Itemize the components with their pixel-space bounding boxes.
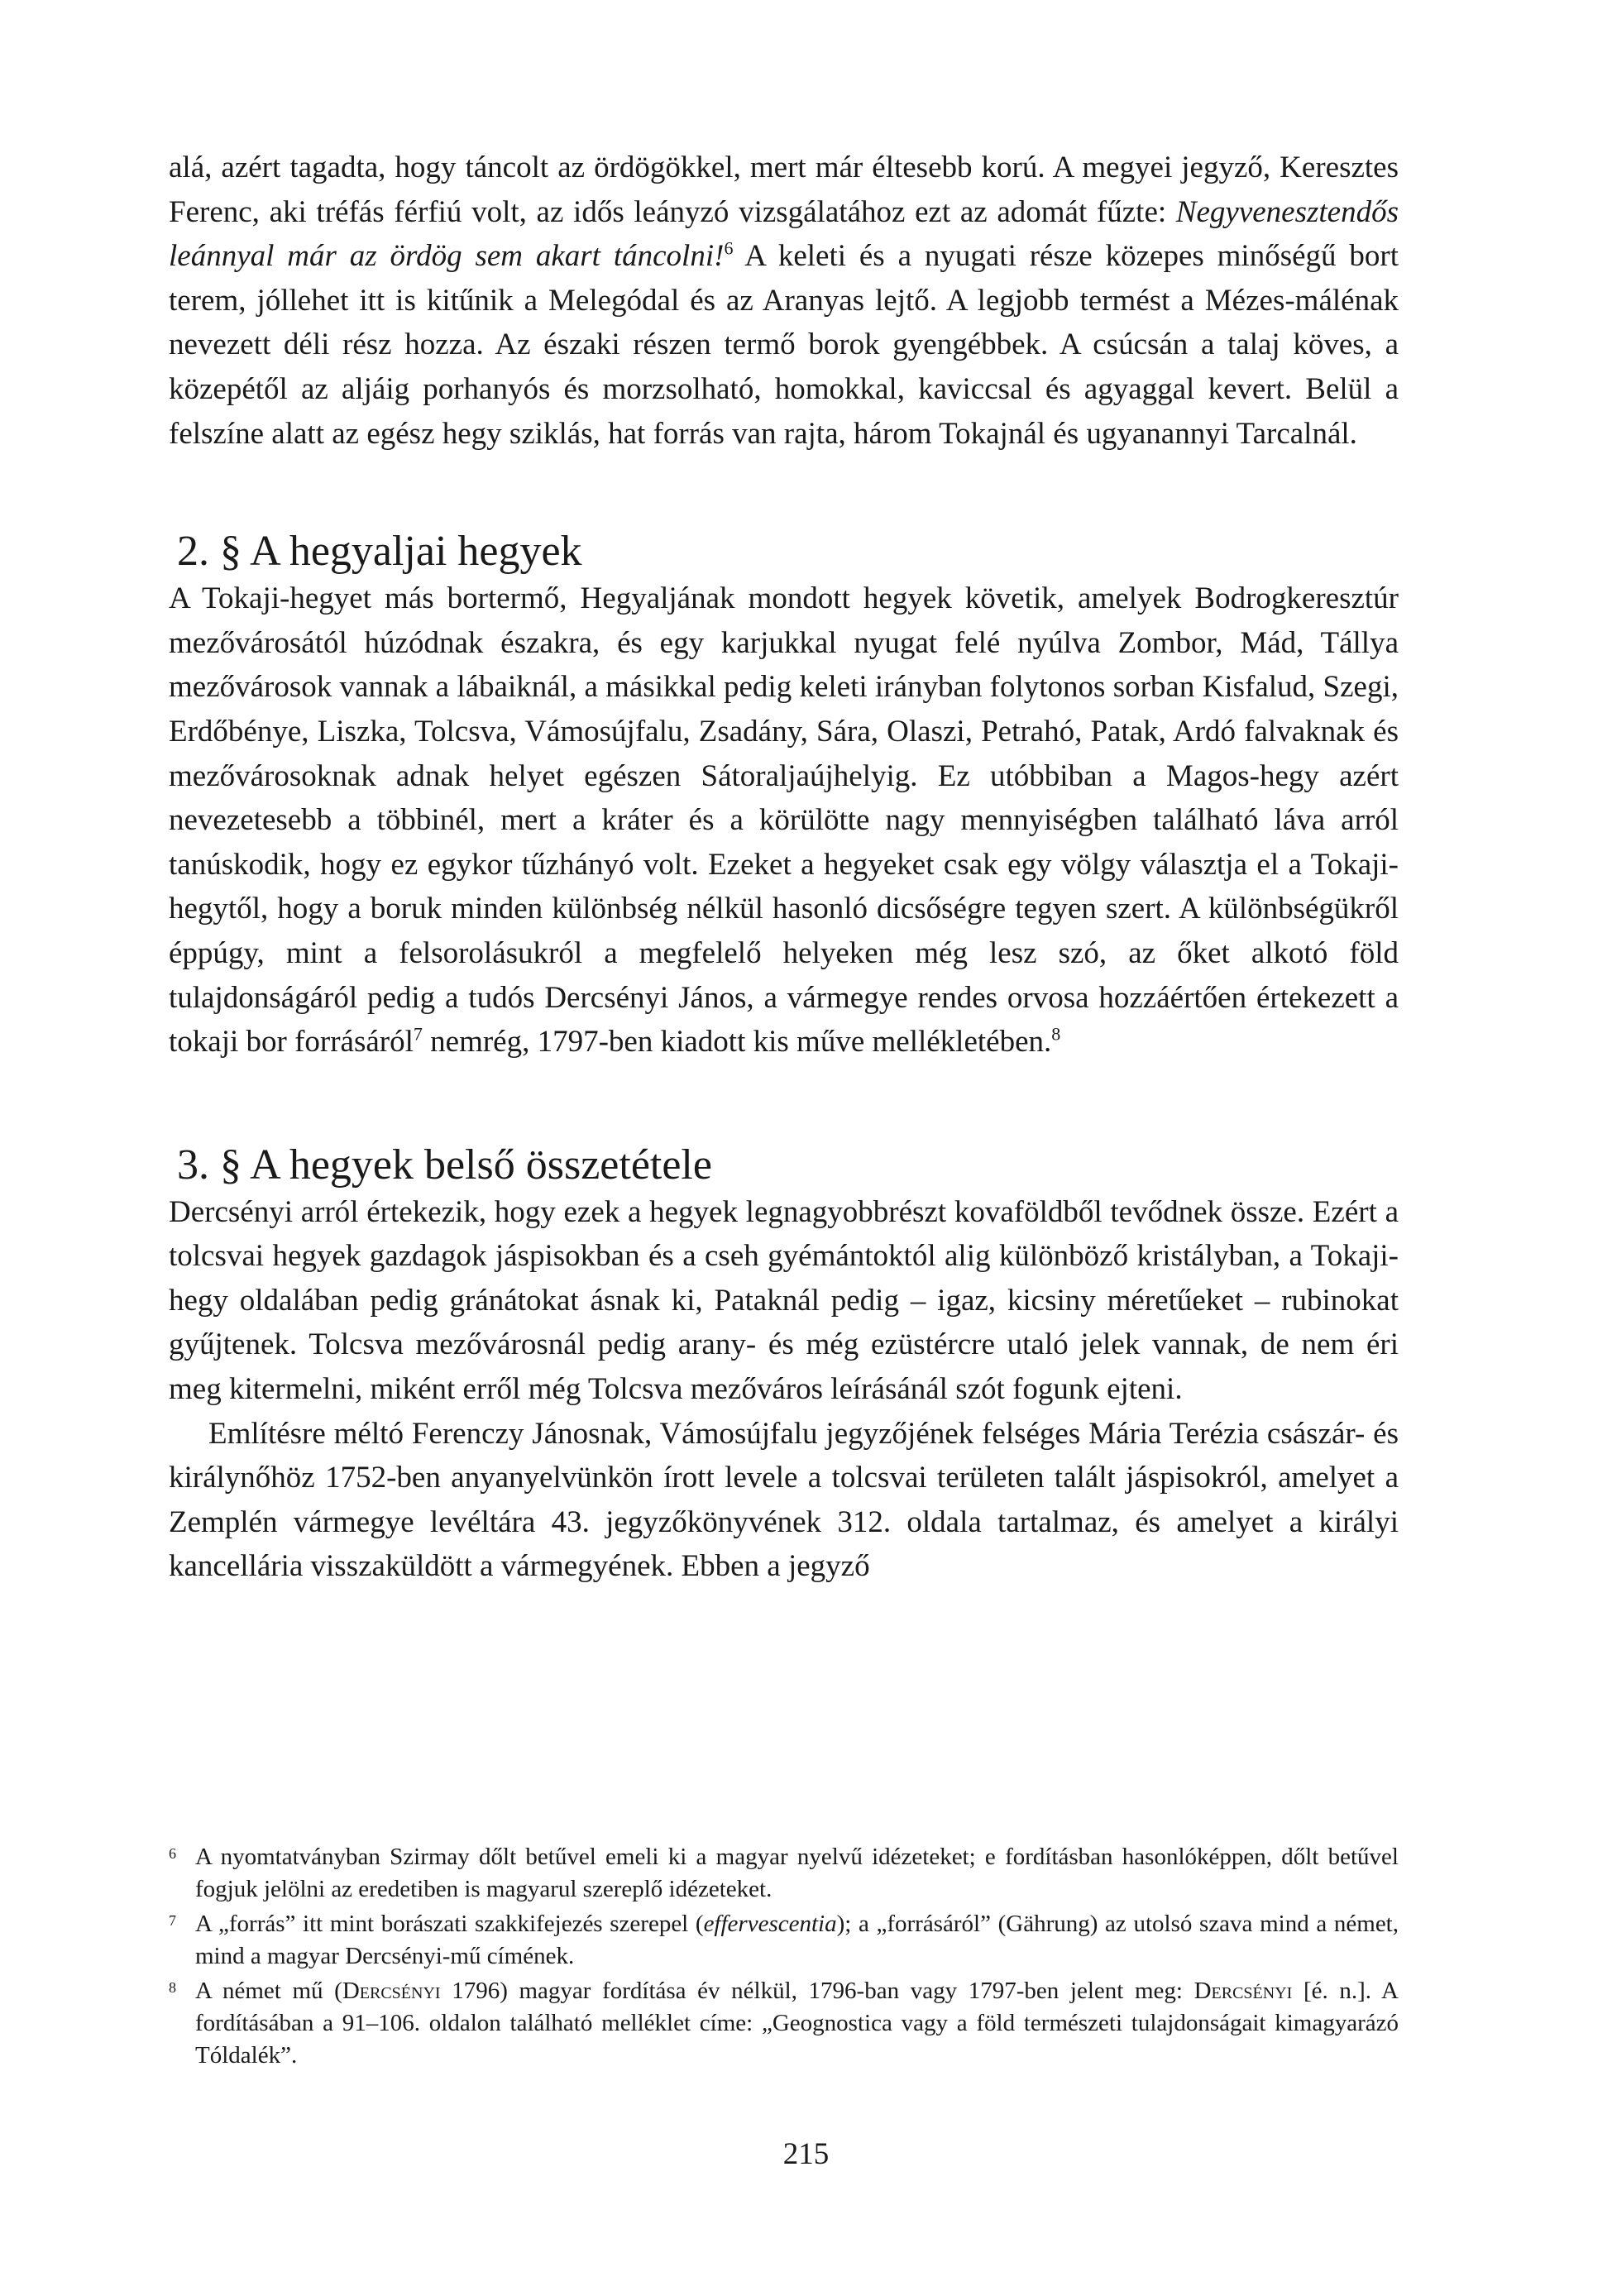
footnote-7-text-a: A „forrás” itt mint borászati szakkifejezés szerepel ( xyxy=(195,1911,704,1937)
footnote-7 xyxy=(169,1908,1399,1973)
intro-paragraph xyxy=(169,146,1399,456)
footnote-6-text: A nyomtatványban Szirmay dőlt betűvel emeli ki a magyar nyelvű idézeteket; e fordításban hasonlóképpen, dőlt betűvel fogjuk jelölni az eredetiben is magyarul szereplő idézeteket. xyxy=(195,1844,1399,1902)
section-2-text-b: nemrég, 1797-ben kiadott kis műve mellékletében. xyxy=(422,1025,1052,1060)
footnote-8-text-c: [é. n.]. A fordításában a 91–106. oldalon található melléklet címe: „Geognostica vagy a föld természeti tulajdonságait kimagyarázó Tóldalék”. xyxy=(195,1978,1399,2069)
footnote-8-text-a: A német mű ( xyxy=(195,1978,342,2004)
footnote-ref-7[interactable]: 7 xyxy=(413,1023,423,1045)
footnote-7-italic: effervescentia xyxy=(703,1911,837,1937)
page-body xyxy=(169,146,1399,1589)
section-3-paragraph-1: Dercsényi arról értekezik, hogy ezek a hegyek legnagyobbrészt kovaföldből tevődnek össze. Ezért a tolcsvai hegyek gazdagok jáspisokban és a cseh gyémántoktól alig különböző kristályban, a Tokaji-hegy oldalában pedig gránátokat ásnak ki, Pataknál pedig – igaz, kicsiny méretűeket – rubinokat gyűjtenek. Tolcsva mezővárosnál pedig arany- és még ezüstércre utaló jelek vannak, de nem éri meg kitermelni, miként erről még Tolcsva mezőváros leírásánál szót fogunk ejteni. xyxy=(169,1194,1399,1407)
footnote-6-number: 6 xyxy=(169,1845,176,1862)
footnote-ref-6[interactable]: 6 xyxy=(724,237,734,259)
section-2-paragraph xyxy=(169,576,1399,1064)
section-2-text-a: A Tokaji-hegyet más bortermő, Hegyaljának mondott hegyek követik, amelyek Bodrogkeresztúr mezővárosától húzódnak északra, és egy karjukkal nyugat felé nyúlva Zombor, Mád, Tállya mezővárosok vannak a lábaiknál, a másikkal pedig keleti irányban folytonos sorban Kisfalud, Szegi, Erdőbénye, Liszka, Tolcsva, Vámosújfalu, Zsadány, Sára, Olaszi, Petrahó, Patak, Ardó falvaknak és mezővárosoknak adnak helyet egészen Sátoraljaújhelyig. Ez utóbbiban a Magos-hegy azért nevezetesebb a többinél, mert a kráter és a körülötte nagy mennyiségben található láva arról tanúskodik, hogy ez egykor tűzhányó volt. Ezeket a hegyeket csak egy völgy választja el a Tokaji-hegytől, hogy a boruk minden különbség nélkül hasonló dicsőségre tegyen szert. A különbségükről éppúgy, mint a felsorolásukról a megfelelő helyeken még lesz szó, az őket alkotó föld tulajdonságáról pedig a tudós Dercsényi János, a vármegye rendes orvosa hozzáértően értekezett a tokaji bor forrásáról xyxy=(169,581,1399,1060)
intro-text-b: A keleti és a nyugati része közepes minőségű bort terem, jóllehet itt is kitűnik a Melegódal és az Aranyas lejtő. A legjobb termést a Mézes-málénak nevezett déli rész hozza. Az északi részen termő borok gyengébbek. A csúcsán a talaj köves, a közepétől az aljáig porhanyós és morzsolható, homokkal, kaviccsal és agyaggal kevert. Belül a felszíne alatt az egész hegy sziklás, hat forrás van rajta, három Tokajnál és ugyanannyi Tarcalnál. xyxy=(169,239,1399,451)
intro-text-a: alá, azért tagadta, hogy táncolt az ördögökkel, mert már éltesebb korú. A megyei jegyző, Keresztes Ferenc, aki tréfás férfiú volt, az idős leányzó vizsgálatához ezt az adomát fűzte: xyxy=(169,151,1399,229)
footnote-8 xyxy=(169,1975,1399,2072)
footnote-8-author-1: Dercsényi xyxy=(342,1978,441,2004)
footnote-8-text-b: 1796) magyar fordítása év nélkül, 1796-ban vagy 1797-ben jelent meg: xyxy=(440,1978,1194,2004)
section-3-heading: 3. § A hegyek belső összetétele xyxy=(177,1141,712,1189)
footnote-6 xyxy=(169,1841,1399,1906)
footnote-7-number: 7 xyxy=(169,1912,176,1929)
footnote-ref-8[interactable]: 8 xyxy=(1051,1023,1061,1045)
footnote-7-text-b: ); a „forrásáról” (Gährung) az utolsó szava mind a német, mind a magyar Dercsényi-mű címének. xyxy=(195,1911,1399,1969)
section-3-paragraph-2: Említésre méltó Ferenczy Jánosnak, Vámosújfalu jegyzőjének felséges Mária Terézia császár- és királynőhöz 1752-ben anyanyelvünkön írott levele a tolcsvai területen talált jáspisokról, amelyet a Zemplén vármegye levéltára 43. jegyzőkönyvének 312. oldala tartalmaz, és amelyet a királyi kancellária visszaküldött a vármegyének. Ebben a jegyző xyxy=(169,1416,1399,1584)
intro-quote: Negyvenesztendős leánnyal már az ördög sem akart táncolni! xyxy=(169,194,1399,274)
footnotes xyxy=(169,1841,1399,2074)
page-number: 215 xyxy=(782,2137,830,2171)
footnote-8-author-2: Dercsényi xyxy=(1193,1978,1293,2004)
footnote-8-number: 8 xyxy=(169,1979,176,1996)
section-2-heading: 2. § A hegyaljai hegyek xyxy=(177,528,582,576)
